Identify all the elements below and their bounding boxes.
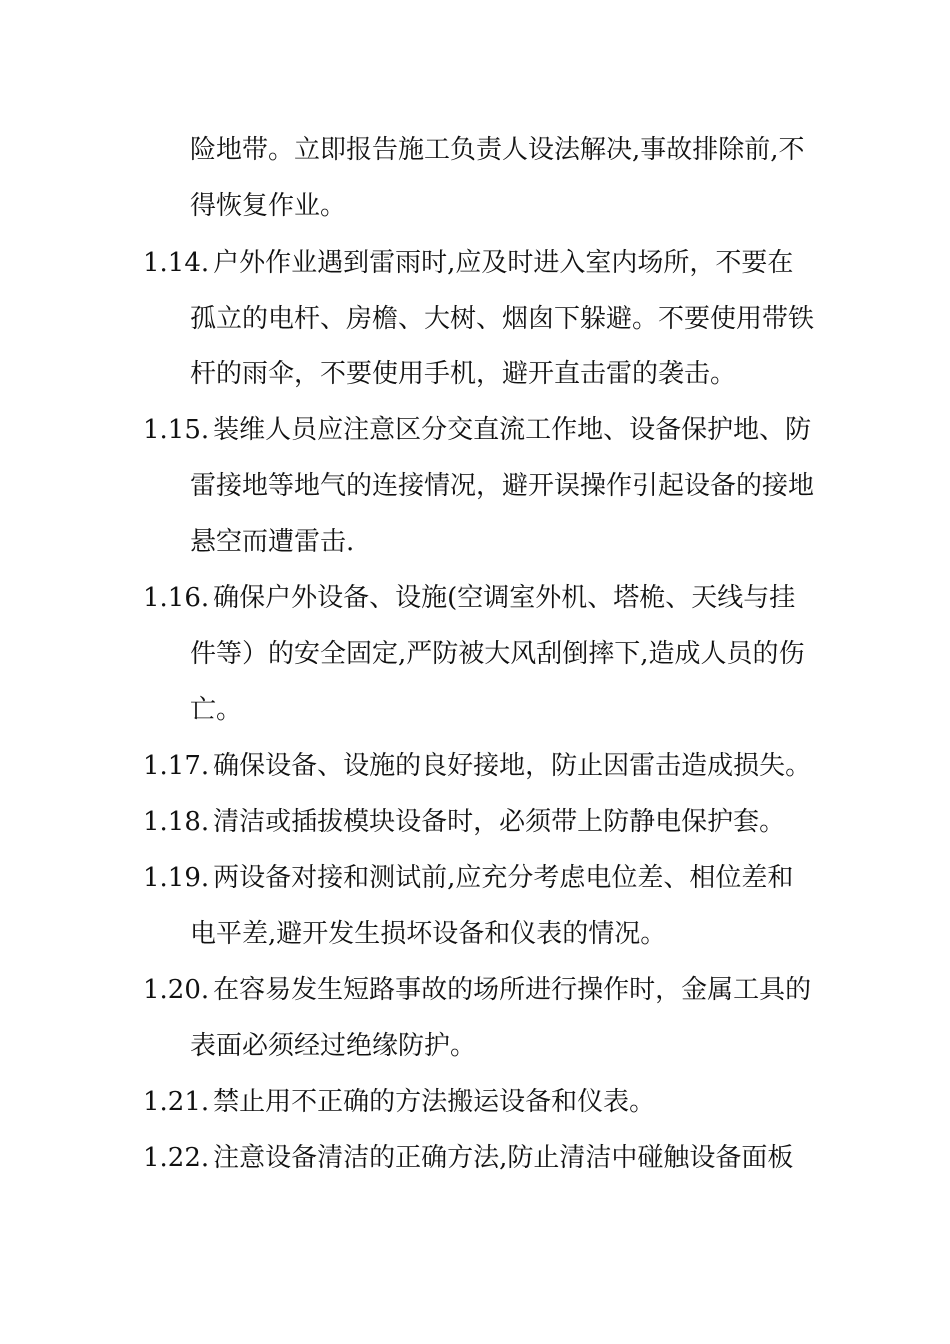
item-number: 1.15. — [143, 415, 210, 445]
item-text: 两设备对接和测试前,应充分考虑电位差、相位差和 — [213, 863, 794, 893]
item-number: 1.21. — [143, 1087, 210, 1117]
list-item-1-15 — [143, 414, 811, 446]
item-continuation-line: 亡。 — [190, 695, 243, 725]
item-continuation-line: 杆的雨伞，不要使用手机，避开直击雷的袭击。 — [190, 359, 737, 389]
item-continuation-line: 件等）的安全固定,严防被大风刮倒摔下,造成人员的伤 — [190, 639, 805, 669]
item-text: 禁止用不正确的方法搬运设备和仪表。 — [213, 1087, 656, 1117]
item-text: 在容易发生短路事故的场所进行操作时，金属工具的 — [213, 975, 812, 1005]
item-number: 1.17. — [143, 751, 210, 781]
item-text: 注意设备清洁的正确方法,防止清洁中碰触设备面板 — [213, 1143, 794, 1173]
item-number: 1.16. — [143, 583, 210, 613]
list-item-1-16 — [143, 582, 795, 614]
item-continuation-line: 雷接地等地气的连接情况，避开误操作引起设备的接地 — [190, 471, 815, 501]
item-number: 1.20. — [143, 975, 210, 1005]
list-item-1-22 — [143, 1142, 793, 1174]
item-number: 1.14. — [143, 248, 210, 278]
list-item-1-21 — [143, 1086, 655, 1118]
item-text: 清洁或插拔模块设备时，必须带上防静电保护套。 — [213, 807, 786, 837]
list-item-1-14 — [143, 247, 793, 279]
item-continuation-line: 孤立的电杆、房檐、大树、烟囱下躲避。不要使用带铁 — [190, 304, 815, 334]
list-item-1-17 — [143, 750, 811, 782]
item-number: 1.18. — [143, 807, 210, 837]
item-number: 1.22. — [143, 1143, 210, 1173]
item-continuation-line: 表面必须经过绝缘防护。 — [190, 1031, 477, 1061]
list-item-1-20 — [143, 974, 811, 1006]
list-item-1-18 — [143, 806, 785, 838]
item-text: 户外作业遇到雷雨时,应及时进入室内场所，不要在 — [213, 248, 794, 278]
continuation-line-1: 险地带。立即报告施工负责人设法解决,事故排除前,不 — [190, 135, 805, 165]
item-text: 确保设备、设施的良好接地，防止因雷击造成损失。 — [213, 751, 812, 781]
continuation-line-2: 得恢复作业。 — [190, 191, 347, 221]
item-continuation-line: 电平差,避开发生损坏设备和仪表的情况。 — [190, 919, 667, 949]
item-number: 1.19. — [143, 863, 210, 893]
item-continuation-line: 悬空而遭雷击. — [190, 527, 355, 557]
item-text: 确保户外设备、设施(空调室外机、塔桅、天线与挂 — [213, 583, 796, 613]
list-item-1-19 — [143, 862, 793, 894]
item-text: 装维人员应注意区分交直流工作地、设备保护地、防 — [213, 415, 812, 445]
